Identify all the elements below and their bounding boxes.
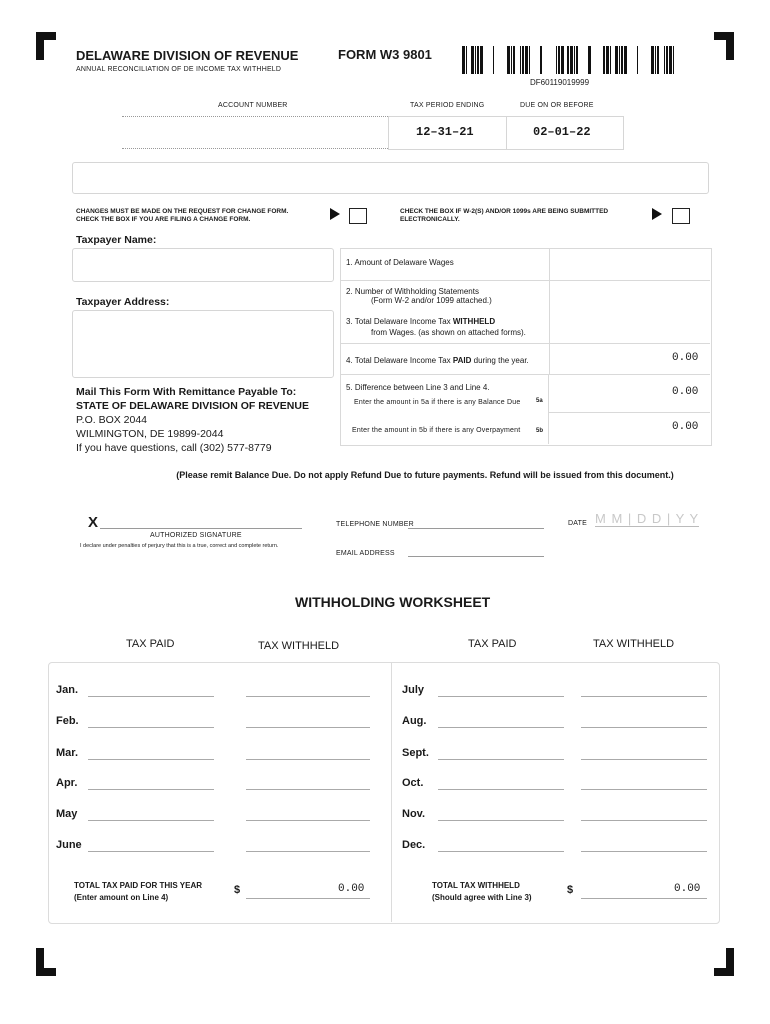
due-date-value: 02–01–22 bbox=[533, 125, 591, 139]
change-form-checkbox[interactable] bbox=[349, 208, 367, 224]
line-2-sub-label: (Form W-2 and/or 1099 attached.) bbox=[371, 296, 492, 305]
email-label: EMAIL ADDRESS bbox=[336, 550, 395, 557]
month-tax-paid-field[interactable] bbox=[88, 759, 214, 760]
barcode-bar bbox=[477, 46, 479, 74]
barcode-bar bbox=[673, 46, 674, 74]
mail-city: WILMINGTON, DE 19899-2044 bbox=[76, 428, 224, 440]
month-label: July bbox=[402, 684, 425, 696]
line-2-label: 2. Number of Withholding Statements bbox=[346, 287, 479, 296]
month-tax-paid-field[interactable] bbox=[438, 789, 564, 790]
line-4-tail: during the year. bbox=[471, 356, 529, 365]
month-tax-withheld-field[interactable] bbox=[581, 820, 707, 821]
barcode-bar bbox=[558, 46, 560, 74]
month-label: Oct. bbox=[402, 777, 424, 789]
line-3-sub-label: from Wages. (as shown on attached forms). bbox=[371, 328, 526, 337]
col-tax-withheld-left: TAX WITHHELD bbox=[258, 640, 340, 652]
change-arrow-icon bbox=[330, 208, 340, 220]
barcode-bar bbox=[511, 46, 512, 74]
total-withheld-sub-label: (Should agree with Line 3) bbox=[432, 893, 532, 902]
corner-mark-bottom-left-bar bbox=[36, 968, 56, 976]
month-tax-paid-field[interactable] bbox=[88, 820, 214, 821]
month-label: Feb. bbox=[56, 715, 79, 727]
form-subtitle: ANNUAL RECONCILIATION OF DE INCOME TAX WITHHELD bbox=[76, 66, 282, 73]
electronic-text-2: ELECTRONICALLY. bbox=[400, 216, 460, 223]
form-code: DF60119019999 bbox=[530, 78, 590, 87]
total-paid-label: TOTAL TAX PAID FOR THIS YEAR bbox=[74, 881, 203, 890]
line-4-bold: PAID bbox=[452, 356, 472, 365]
barcode-bar bbox=[669, 46, 672, 74]
signature-x-mark: X bbox=[88, 514, 99, 531]
signature-label: AUTHORIZED SIGNATURE bbox=[150, 532, 242, 539]
row-divider-4 bbox=[548, 412, 710, 413]
total-withheld-label: TOTAL TAX WITHHELD bbox=[432, 881, 520, 890]
line-3-text: 3. Total Delaware Income Tax bbox=[346, 317, 453, 326]
line-3-bold: WITHHELD bbox=[452, 317, 496, 326]
telephone-field[interactable] bbox=[408, 528, 544, 529]
month-label: Aug. bbox=[402, 715, 427, 727]
line-5a-label: Enter the amount in 5a if there is any Balance Due bbox=[354, 399, 521, 406]
barcode-bar bbox=[664, 46, 665, 74]
month-tax-paid-field[interactable] bbox=[438, 820, 564, 821]
form-title: FORM W3 9801 bbox=[338, 47, 432, 62]
total-paid-currency: $ bbox=[234, 884, 241, 896]
month-label: Nov. bbox=[402, 808, 426, 820]
barcode-bar bbox=[525, 46, 528, 74]
electronic-arrow-icon bbox=[652, 208, 662, 220]
barcode-bar bbox=[651, 46, 654, 74]
info-box[interactable] bbox=[72, 162, 709, 194]
declaration-text: I declare under penalties of perjury that this is a true, correct and complete return. bbox=[80, 543, 279, 549]
barcode-bar bbox=[624, 46, 627, 74]
line-2-field[interactable] bbox=[551, 282, 708, 310]
mail-phone: If you have questions, call (302) 577-8779 bbox=[76, 442, 272, 454]
barcode-bar bbox=[529, 46, 530, 74]
month-label: Dec. bbox=[402, 839, 426, 851]
barcode-bar bbox=[615, 46, 618, 74]
month-tax-withheld-field[interactable] bbox=[581, 696, 707, 697]
month-label: Sept. bbox=[402, 747, 429, 759]
barcode-bar bbox=[556, 46, 557, 74]
month-tax-withheld-field[interactable] bbox=[581, 727, 707, 728]
remit-note: (Please remit Balance Due. Do not apply Refund Due to future payments. Refund will be issued from this document.) bbox=[176, 470, 674, 480]
change-form-text-1: CHANGES MUST BE MADE ON THE REQUEST FOR CHANGE FORM. bbox=[76, 208, 289, 215]
line-3-label bbox=[346, 317, 495, 326]
month-label: June bbox=[56, 839, 82, 851]
total-withheld-currency: $ bbox=[567, 884, 574, 896]
barcode-bar bbox=[493, 46, 494, 74]
barcode-bar bbox=[610, 46, 611, 74]
account-number-line[interactable] bbox=[122, 148, 388, 149]
barcode-bar bbox=[520, 46, 521, 74]
corner-mark-bottom-right-bar bbox=[714, 968, 734, 976]
barcode-bar bbox=[588, 46, 591, 74]
total-withheld-field[interactable] bbox=[581, 898, 707, 899]
line-3-field[interactable] bbox=[551, 312, 708, 340]
line-4-value[interactable]: 0.00 bbox=[672, 352, 699, 364]
month-tax-withheld-field[interactable] bbox=[246, 820, 370, 821]
agency-title: DELAWARE DIVISION OF REVENUE bbox=[76, 48, 299, 63]
date-field[interactable]: M M | D D | Y Y bbox=[595, 511, 700, 526]
barcode-bar bbox=[471, 46, 474, 74]
month-tax-withheld-field[interactable] bbox=[581, 851, 707, 852]
month-tax-withheld-field[interactable] bbox=[246, 727, 370, 728]
barcode-bar bbox=[576, 46, 578, 74]
value-divider-5 bbox=[548, 374, 549, 444]
month-label: Jan. bbox=[56, 684, 79, 696]
total-paid-sub-label: (Enter amount on Line 4) bbox=[74, 893, 169, 902]
barcode-bar bbox=[637, 46, 638, 74]
date-label: DATE bbox=[568, 520, 587, 527]
account-number-label: ACCOUNT NUMBER bbox=[218, 102, 288, 109]
taxpayer-address-label: Taxpayer Address: bbox=[76, 296, 170, 308]
col-tax-paid-right: TAX PAID bbox=[468, 638, 517, 650]
total-paid-field[interactable] bbox=[246, 898, 370, 899]
barcode-bar bbox=[513, 46, 515, 74]
line-5a-value[interactable]: 0.00 bbox=[672, 386, 699, 398]
barcode-bar bbox=[603, 46, 605, 74]
barcode-bar bbox=[621, 46, 623, 74]
month-tax-withheld-field[interactable] bbox=[246, 759, 370, 760]
barcode-bar bbox=[574, 46, 575, 74]
taxpayer-address-field[interactable] bbox=[72, 310, 334, 378]
line-5a-tag: 5a bbox=[536, 398, 543, 404]
electronic-text-1: CHECK THE BOX IF W-2(S) AND/OR 1099s ARE BEING SUBMITTED bbox=[400, 208, 609, 215]
total-paid-value: 0.00 bbox=[338, 883, 365, 895]
taxpayer-name-field[interactable] bbox=[72, 248, 334, 282]
change-form-text-2: CHECK THE BOX IF YOU ARE FILING A CHANGE FORM. bbox=[76, 216, 251, 223]
line-5b-tag: 5b bbox=[536, 428, 544, 434]
line-5-label: 5. Difference between Line 3 and Line 4. bbox=[346, 383, 490, 392]
barcode-bar bbox=[655, 46, 656, 74]
corner-mark-top-left-bar bbox=[36, 32, 56, 40]
value-divider-2 bbox=[549, 280, 550, 343]
barcode bbox=[462, 46, 678, 74]
lines-divider bbox=[549, 248, 550, 280]
month-tax-withheld-field[interactable] bbox=[581, 759, 707, 760]
month-tax-paid-field[interactable] bbox=[438, 759, 564, 760]
taxpayer-name-label: Taxpayer Name: bbox=[76, 234, 157, 246]
tax-period-value: 12–31–21 bbox=[416, 125, 474, 139]
tax-period-label: TAX PERIOD ENDING bbox=[410, 102, 485, 109]
barcode-bar bbox=[522, 46, 524, 74]
row-divider-2 bbox=[340, 343, 710, 344]
worksheet-title: WITHHOLDING WORKSHEET bbox=[295, 594, 491, 610]
barcode-bar bbox=[507, 46, 510, 74]
worksheet-divider bbox=[391, 662, 392, 922]
line-4-label bbox=[346, 356, 529, 365]
month-tax-withheld-field[interactable] bbox=[246, 696, 370, 697]
signature-line[interactable] bbox=[100, 528, 302, 529]
value-divider-4 bbox=[549, 343, 550, 374]
total-withheld-value: 0.00 bbox=[674, 883, 701, 895]
row-divider-3 bbox=[340, 374, 710, 375]
barcode-bar bbox=[480, 46, 483, 74]
month-tax-paid-field[interactable] bbox=[438, 696, 564, 697]
barcode-bar bbox=[666, 46, 668, 74]
month-tax-withheld-field[interactable] bbox=[581, 789, 707, 790]
col-tax-withheld-right: TAX WITHHELD bbox=[593, 638, 675, 650]
month-tax-paid-field[interactable] bbox=[88, 789, 214, 790]
month-label: Apr. bbox=[56, 777, 78, 789]
month-tax-paid-field[interactable] bbox=[88, 727, 214, 728]
month-label: Mar. bbox=[56, 747, 79, 759]
col-tax-paid-left: TAX PAID bbox=[126, 638, 175, 650]
line-1-label: 1. Amount of Delaware Wages bbox=[346, 258, 454, 267]
mail-instruction: Mail This Form With Remittance Payable To: bbox=[76, 386, 297, 398]
barcode-bar bbox=[606, 46, 609, 74]
month-label: May bbox=[56, 808, 78, 820]
mail-po-box: P.O. BOX 2044 bbox=[76, 414, 148, 426]
barcode-bar bbox=[570, 46, 573, 74]
month-tax-paid-field[interactable] bbox=[88, 851, 214, 852]
month-tax-paid-field[interactable] bbox=[88, 696, 214, 697]
line-1-field[interactable] bbox=[551, 250, 708, 278]
month-tax-withheld-field[interactable] bbox=[246, 851, 370, 852]
row-divider-1 bbox=[340, 280, 710, 281]
barcode-bar bbox=[619, 46, 620, 74]
barcode-bar bbox=[540, 46, 542, 74]
month-tax-paid-field[interactable] bbox=[438, 851, 564, 852]
month-tax-paid-field[interactable] bbox=[438, 727, 564, 728]
barcode-bar bbox=[462, 46, 465, 74]
account-number-top-line bbox=[122, 116, 388, 117]
corner-mark-top-right-bar bbox=[714, 32, 734, 40]
telephone-label: TELEPHONE NUMBER bbox=[336, 521, 414, 528]
email-field[interactable] bbox=[408, 556, 544, 557]
line-4-text: 4. Total Delaware Income Tax bbox=[346, 356, 453, 365]
month-tax-withheld-field[interactable] bbox=[246, 789, 370, 790]
barcode-bar bbox=[657, 46, 659, 74]
electronic-checkbox[interactable] bbox=[672, 208, 690, 224]
line-5b-value[interactable]: 0.00 bbox=[672, 421, 699, 433]
barcode-bar bbox=[475, 46, 476, 74]
mail-payee: STATE OF DELAWARE DIVISION OF REVENUE bbox=[76, 400, 309, 412]
barcode-bar bbox=[567, 46, 569, 74]
barcode-bar bbox=[561, 46, 564, 74]
due-date-label: DUE ON OR BEFORE bbox=[520, 102, 594, 109]
line-5b-label: Enter the amount in 5b if there is any Overpayment bbox=[352, 427, 521, 434]
barcode-bar bbox=[466, 46, 467, 74]
